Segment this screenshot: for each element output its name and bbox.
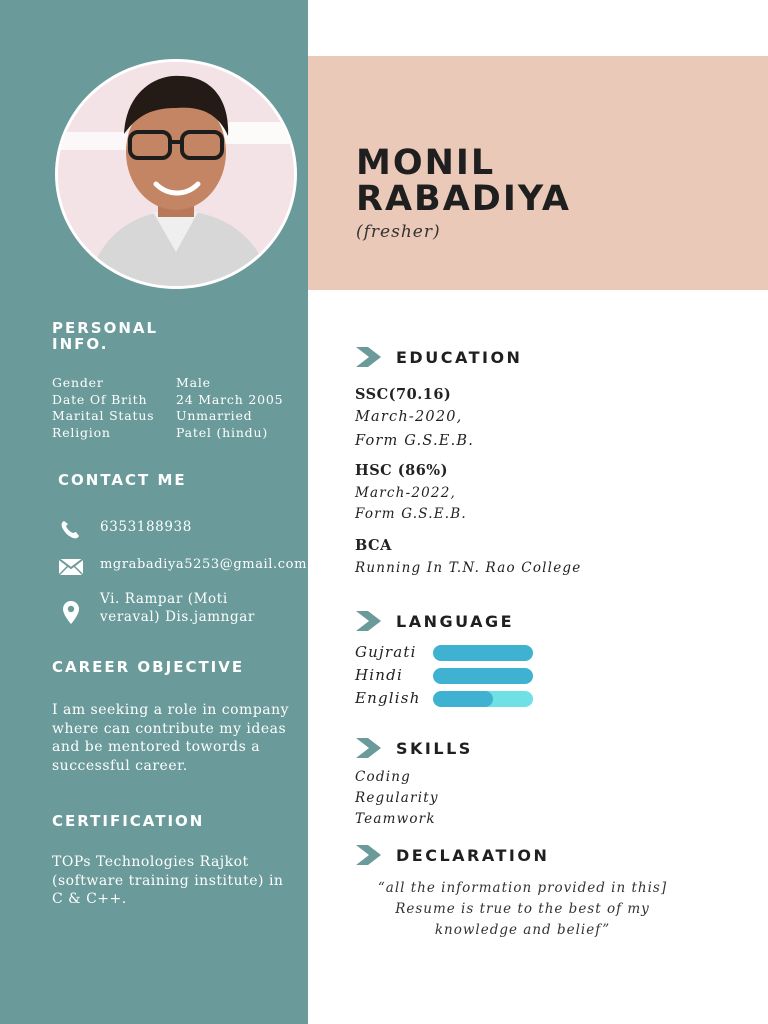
language-level-bar [433,668,533,684]
education-details [355,483,467,525]
info-value: Unmarried [176,408,253,423]
info-value: Male [176,375,211,390]
info-label: Marital Status [52,408,155,423]
language-row [355,689,555,709]
certification-heading: CERTIFICATION [52,812,205,830]
job-subtitle: (fresher) [356,222,441,242]
certification-text [52,853,302,909]
info-row-marital-status [52,408,302,425]
text-line: TOPs Technologies Rajkot [52,854,249,870]
education-line: Running In T.N. Rao College [355,560,582,576]
personal-info-table [52,375,302,441]
career-objective-heading: CAREER OBJECTIVE [52,658,245,676]
education-title: HSC (86%) [355,462,448,479]
info-value: Patel (hindu) [176,424,268,440]
declaration-text [355,878,690,941]
email-icon [58,556,84,578]
language-level-fill [433,668,533,684]
skills-section-header [356,738,473,758]
address-line: Vi. Rampar (Moti [100,591,228,607]
profile-photo [55,59,297,289]
education-line: Form G.S.E.B. [355,433,475,449]
language-level-fill [433,645,533,661]
info-row-gender [52,375,302,392]
text-line: Resume is true to the best of my [395,901,650,917]
info-row-religion [52,425,302,442]
location-icon [58,600,84,626]
skills-heading: SKILLS [396,738,473,758]
education-section-header [356,347,522,367]
chevron-right-icon [356,347,381,367]
chevron-right-icon [356,845,381,865]
language-level-bar [433,691,533,707]
text-line: where can contribute my ideas [52,720,287,737]
skills-list [355,767,439,830]
chevron-right-icon [356,611,381,631]
skill-item: Coding [355,769,411,785]
skill-item: Teamwork [355,811,436,827]
education-line: March-2022, [355,485,456,501]
language-name: Hindi [355,666,403,684]
info-label: Date Of Brith [52,391,148,407]
language-name: Gujrati [355,643,417,661]
language-heading: LANGUAGE [396,611,515,631]
language-level-bar [433,645,533,661]
address-line: veraval) Dis.jamngar [100,609,255,625]
text-line: C & C++. [52,891,127,907]
text-line: I am seeking a role in company [52,702,290,718]
education-line: Form G.S.E.B. [355,506,467,522]
education-line: March-2020, [355,409,463,425]
info-label: Religion [52,424,111,440]
text-line: successful career. [52,757,188,774]
declaration-section-header [356,845,549,865]
education-title: BCA [355,537,392,554]
language-name: English [355,689,421,707]
first-name: MONIL [356,143,496,183]
info-row-dob [52,392,302,409]
career-objective-text [52,701,302,775]
last-name: RABADIYA [356,179,571,219]
contact-heading: CONTACT ME [58,471,187,489]
education-details [355,405,474,453]
language-row [355,666,555,686]
language-row [355,643,555,663]
text-line: “all the information provided in this] [377,880,668,896]
text-line: knowledge and belief” [434,922,611,938]
skill-item: Regularity [355,790,439,806]
chevron-right-icon [356,738,381,758]
phone-icon [58,518,84,540]
language-level-fill [433,691,493,707]
text-line: (software training institute) in [52,872,284,889]
text-line: and be mentored towords a [52,739,261,755]
info-value: 24 March 2005 [176,391,284,407]
phone-number: 6353188938 [100,519,192,535]
education-heading: EDUCATION [396,347,523,367]
language-section-header [356,611,514,631]
email-address: mgrabadiya5253@gmail.com [100,557,308,572]
full-name [356,145,571,217]
declaration-heading: DECLARATION [396,845,550,865]
education-title: SSC(70.16) [355,386,452,403]
personal-info-heading: PERSONAL INFO. [52,319,159,353]
info-label: Gender [52,375,104,390]
address [100,590,255,626]
